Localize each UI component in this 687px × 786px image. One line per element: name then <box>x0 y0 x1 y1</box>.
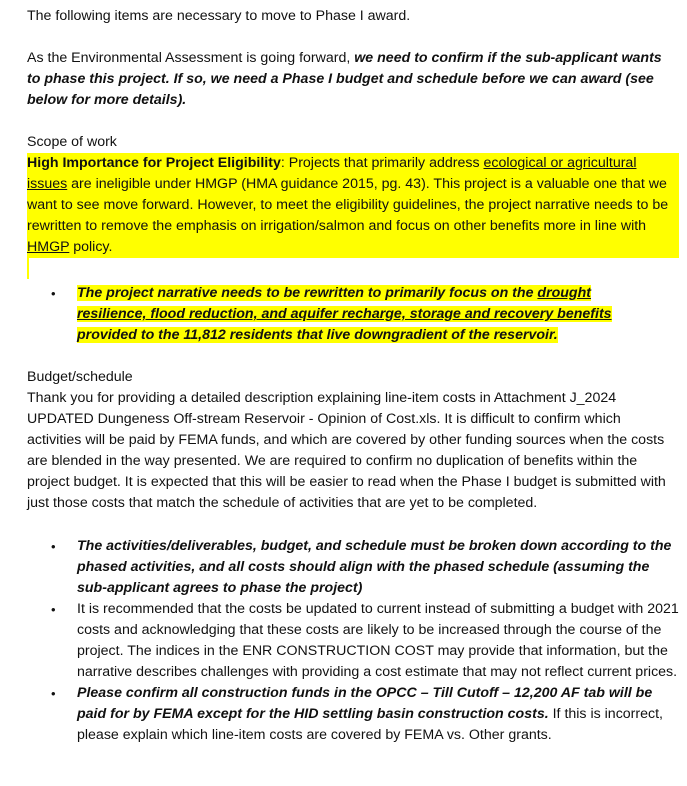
scope-bold-lead: High Importance for Project Eligibility <box>27 155 281 171</box>
list-item <box>27 536 679 599</box>
scope-link-hmgp[interactable]: HMGP <box>27 239 70 255</box>
bullet-icon: • <box>51 602 56 617</box>
scope-heading: Scope of work <box>27 134 117 150</box>
budget-bullet-3-rest: If this is incorrect, please explain which line-item costs are covered by FEMA vs. Other grants. <box>77 706 663 743</box>
scope-bullet-underlined: drought resilience, flood reduction, and aquifer recharge, storage and recovery benefits <box>77 285 612 322</box>
bullet-icon: • <box>51 686 56 701</box>
budget-heading: Budget/schedule <box>27 369 133 385</box>
scope-bullet-post: provided to the 11,812 residents that live downgradient of the reservoir. <box>77 327 558 343</box>
scope-bullet-pre: The project narrative needs to be rewritten to primarily focus on the <box>77 285 538 301</box>
ea-plain-text: As the Environmental Assessment is going forward, <box>27 50 355 66</box>
scope-link-ecological[interactable]: ecological or agricultural issues <box>27 155 637 192</box>
list-item <box>27 683 679 746</box>
scope-text-3: policy. <box>69 239 113 255</box>
scope-bullet-text <box>77 285 612 343</box>
bullet-icon: • <box>51 539 56 554</box>
budget-bullet-3-emphasis: Please confirm all construction funds in the OPCC – Till Cutoff – 12,200 AF tab will be paid for by FEMA except for the HID settling basin construction costs. <box>77 685 653 722</box>
list-item <box>27 283 679 346</box>
ea-emphasis-text: we need to confirm if the sub-applicant wants to phase this project. If so, we need a Phase I budget and schedule before we can award (see below for more details). <box>27 50 662 108</box>
highlight-marker <box>27 258 29 279</box>
budget-bullet-2: It is recommended that the costs be updated to current instead of submitting a budget with 2021 costs and acknowledging that these costs are likely to be increased through the course of the project. The indices in the ENR CONSTRUCTION COST may provide that information, but the narrative describes challenges with providing a cost estimate that may not reflect current prices. <box>77 601 679 680</box>
budget-paragraph: Thank you for providing a detailed description explaining line-item costs in Attachment J_2024 UPDATED Dungeness Off-stream Reservoir - Opinion of Cost.xls. It is difficult to confirm which activities will be paid by FEMA funds, and which are covered by other funding sources when the costs are blended in the way presented. We are required to confirm no duplication of benefits within the project budget. It is expected that this will be easier to read when the Phase I budget is submitted with just those costs that match the schedule of activities that are yet to be completed. <box>27 390 666 511</box>
intro-paragraph: The following items are necessary to move to Phase I award. <box>27 8 411 24</box>
document-body <box>27 6 679 746</box>
list-item <box>27 599 679 683</box>
budget-bullet-1: The activities/deliverables, budget, and schedule must be broken down according to the phased activities, and all costs should align with the phased schedule (assuming the sub-applicant agrees to phase the project) <box>77 538 672 596</box>
scope-text-1: : Projects that primarily address <box>280 155 484 171</box>
ea-paragraph <box>27 48 679 111</box>
scope-bullet-list <box>27 283 679 346</box>
bullet-icon: • <box>51 286 56 301</box>
budget-bullet-list <box>27 536 679 746</box>
scope-paragraph <box>27 153 679 258</box>
scope-text-2: are ineligible under HMGP (HMA guidance 2015, pg. 43). This project is a valuable one that we want to see move forward. However, to meet the eligibility guidelines, the project narrative needs to be rewritten to remove the emphasis on irrigation/salmon and focus on other benefits more in line with <box>27 176 669 234</box>
